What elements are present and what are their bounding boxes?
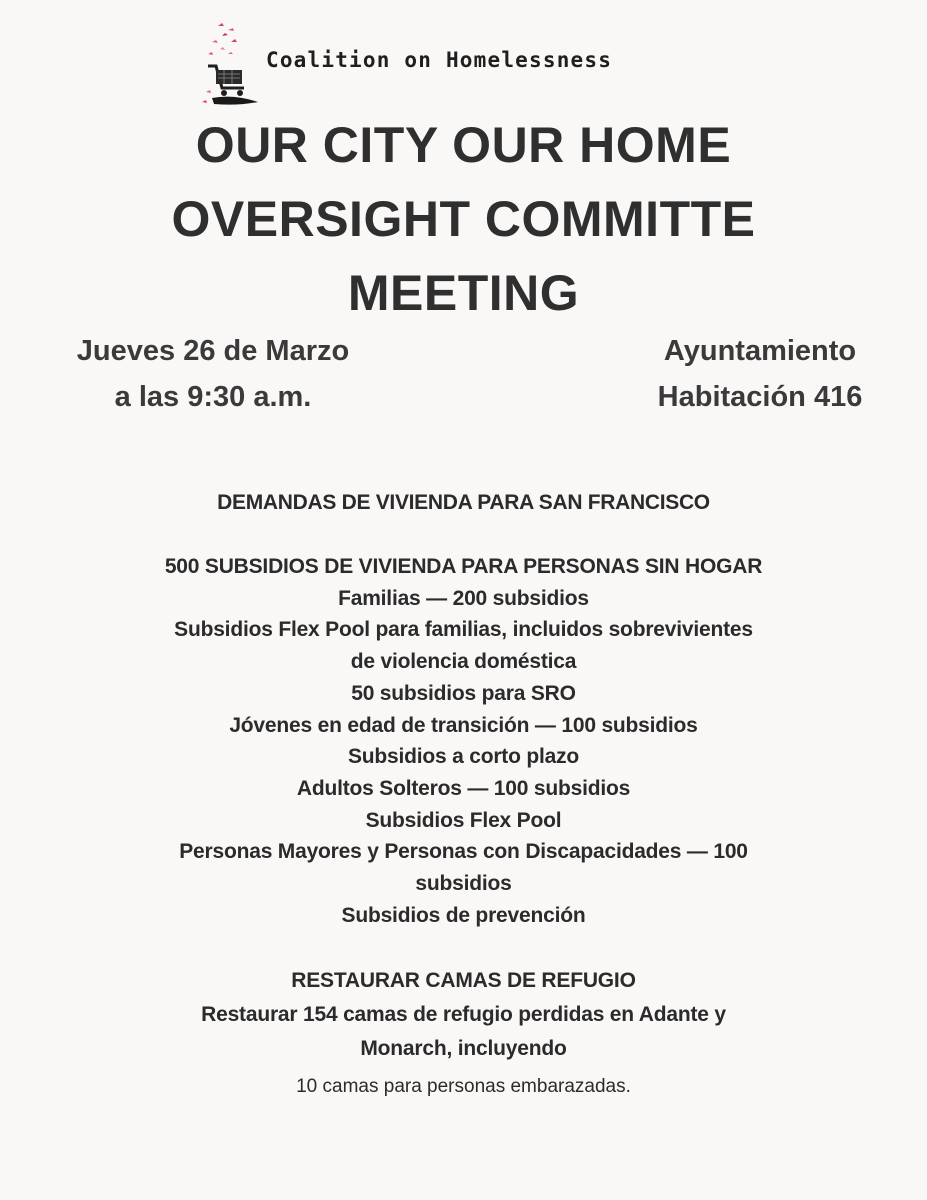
list-item: Subsidios Flex Pool para familias, incluidos sobrevivientes xyxy=(174,618,753,642)
title-line-2: OVERSIGHT COMMITTE xyxy=(171,191,756,247)
page-title xyxy=(0,108,927,330)
list-item: Adultos Solteros — 100 subsidios xyxy=(296,776,631,800)
event-location-line-1: Ayuntamiento xyxy=(663,335,857,367)
shelter-heading: RESTAURAR CAMAS DE REFUGIO xyxy=(291,969,636,992)
event-location-line-2: Habitación 416 xyxy=(657,381,863,413)
shopping-cart-logo-icon xyxy=(198,22,260,108)
organization-name: Coalition on Homelessness xyxy=(266,48,613,72)
subsidies-list xyxy=(0,551,927,931)
event-location xyxy=(600,328,920,420)
list-item: Jóvenes en edad de transición — 100 subsidios xyxy=(229,713,698,737)
list-item: de violencia doméstica xyxy=(350,650,577,674)
title-line-3: MEETING xyxy=(347,265,580,321)
list-item: Personas Mayores y Personas con Discapacidades — 100 xyxy=(179,840,748,864)
shelter-line-3: 10 camas para personas embarazadas. xyxy=(296,1076,631,1097)
list-item: Subsidios Flex Pool xyxy=(365,808,562,832)
list-item: 50 subsidios para SRO xyxy=(351,681,576,705)
list-item: Subsidios de prevención xyxy=(341,903,586,927)
subsidies-heading: 500 SUBSIDIOS DE VIVIENDA PARA PERSONAS SIN HOGAR xyxy=(164,555,763,578)
list-item: Subsidios a corto plazo xyxy=(347,745,580,769)
shelter-section xyxy=(0,964,927,1104)
list-item: subsidios xyxy=(415,872,512,896)
title-line-1: OUR CITY OUR HOME xyxy=(195,117,732,173)
demands-heading: DEMANDAS DE VIVIENDA PARA SAN FRANCISCO xyxy=(217,491,710,514)
event-date-line-1: Jueves 26 de Marzo xyxy=(76,335,350,367)
list-item: Familias — 200 subsidios xyxy=(338,586,589,610)
shelter-line-1: Restaurar 154 camas de refugio perdidas en Adante y xyxy=(201,1003,726,1026)
event-date-line-2: a las 9:30 a.m. xyxy=(114,381,312,413)
event-date xyxy=(48,328,378,420)
shelter-line-2: Monarch, incluyendo xyxy=(360,1037,567,1060)
